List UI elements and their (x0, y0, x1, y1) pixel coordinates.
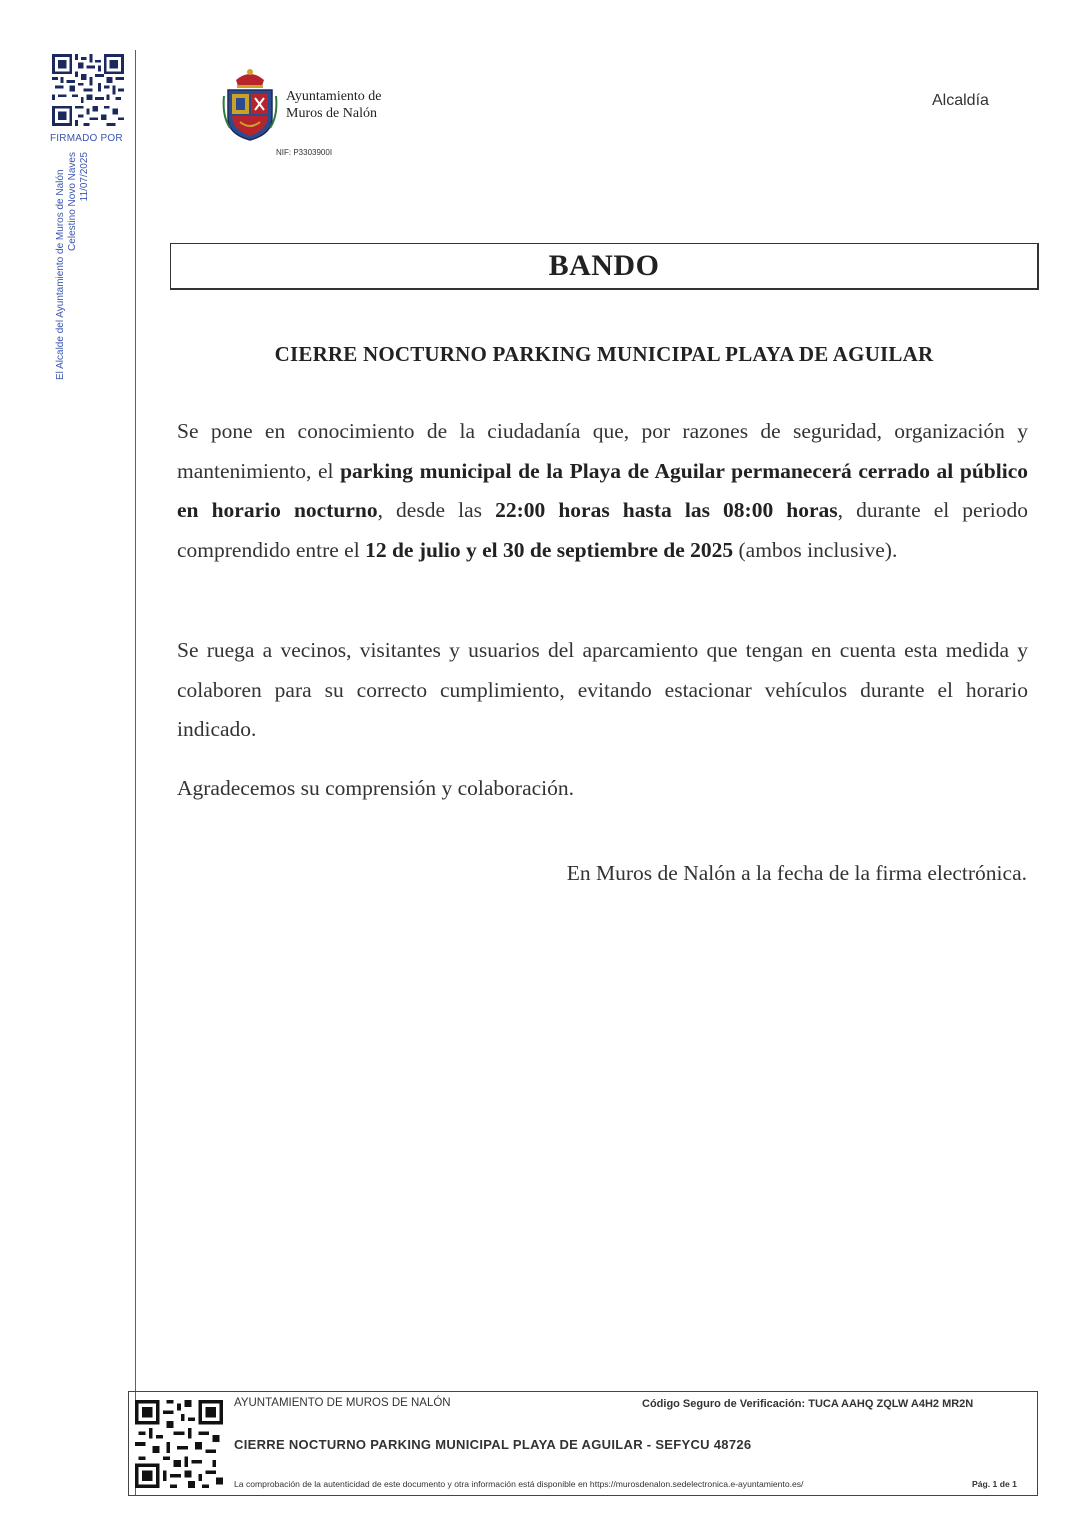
footer-organization: AYUNTAMIENTO DE MUROS DE NALÓN (234, 1397, 451, 1409)
footer-border-bottom (128, 1495, 1038, 1496)
signer-role: El Alcalde del Ayuntamiento de Muros de Nalón (55, 169, 66, 380)
p1-text-a: Se pone en conocimiento de la ciudadanía que, por razones de seguridad, organización y mantenimiento, el (177, 419, 1028, 483)
document-type-title: BANDO (548, 249, 660, 282)
document-type-box (170, 243, 1039, 290)
p1-text-c: , desde las (377, 498, 496, 522)
authenticity-note: La comprobación de la autenticidad de este documento y otra información está disponible en https://murosdenalon.sedelectronica.e-ayuntamiento.es/ (234, 1479, 804, 1489)
p1-highlight-hours: 22:00 horas hasta las 08:00 horas (495, 498, 838, 522)
coat-of-arms-icon (222, 66, 278, 142)
signature-divider (135, 50, 136, 1495)
signed-by-label: FIRMADO POR (50, 133, 123, 144)
footer-border-right (1037, 1391, 1038, 1496)
p1-highlight-dates: 12 de julio y el 30 de septiembre de 2025 (365, 537, 734, 562)
body-paragraph-3: Agradecemos su comprensión y colaboración. (177, 776, 575, 800)
signature-qr-code-icon (52, 54, 124, 126)
p1-text-e: , durante el periodo comprendido entre el (177, 498, 1028, 562)
signer-name: Celestino Novo Naves (67, 152, 78, 251)
organization-name-line2: Muros de Nalón (286, 106, 377, 121)
body-paragraph-1 (177, 412, 1028, 570)
p1-highlight-parking: parking municipal de la Playa de Aguilar permanecerá cerrado al público en horario nocturno (177, 458, 1028, 522)
verification-code: Código Seguro de Verificación: TUCA AAHQ ZQLW A4H2 MR2N (642, 1398, 974, 1410)
p1-text-g: (ambos inclusive). (733, 537, 898, 562)
footer-border-left (128, 1391, 129, 1496)
signature-block (55, 152, 115, 380)
organization-name (286, 88, 382, 122)
signed-date: 11/07/2025 (79, 152, 90, 202)
body-paragraph-2: Se ruega a vecinos, visitantes y usuarios del aparcamiento que tengan en cuenta esta medida y colaboren para su correcto cumplimiento, evitando estacionar vehículos durante el horario indicado. (177, 638, 1028, 741)
department-label: Alcaldía (932, 92, 989, 109)
nif-number: NIF: P3303900I (276, 148, 333, 157)
document-subject: CIERRE NOCTURNO PARKING MUNICIPAL PLAYA DE AGUILAR (274, 342, 934, 366)
page-number: Pág. 1 de 1 (972, 1479, 1017, 1489)
verification-qr-code-icon (135, 1400, 223, 1488)
footer-document-title: CIERRE NOCTURNO PARKING MUNICIPAL PLAYA DE AGUILAR - SEFYCU 48726 (234, 1437, 752, 1452)
place-and-date: En Muros de Nalón a la fecha de la firma electrónica. (566, 861, 1027, 885)
footer-border-top (128, 1391, 1038, 1392)
organization-name-line1: Ayuntamiento de (286, 89, 382, 104)
